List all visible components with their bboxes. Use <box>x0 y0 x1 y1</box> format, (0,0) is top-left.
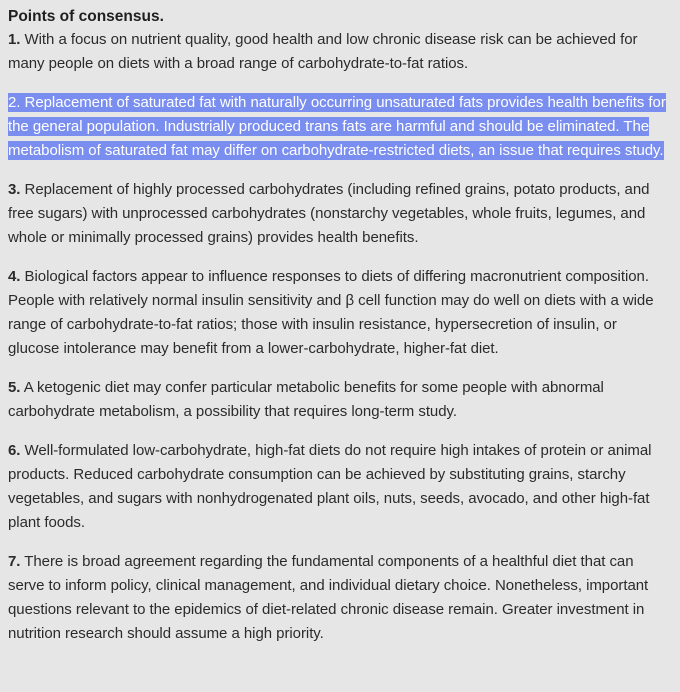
point-text: A ketogenic diet may confer particular metabolic benefits for some people with abnormal carbohydrate metabolism, a possibility that requires long-term study. <box>8 379 604 420</box>
section-heading: Points of consensus. <box>8 8 164 25</box>
point-text: Replacement of highly processed carbohydrates (including refined grains, potato products, and free sugars) with unprocessed carbohydrates (nonstarchy vegetables, whole fruits, legumes, and whole or minimally processed grains) provides health benefits. <box>8 181 650 246</box>
consensus-point-3 <box>8 178 672 250</box>
point-text: Well-formulated low-carbohydrate, high-fat diets do not require high intakes of protein or animal products. Reduced carbohydrate consumption can be achieved by substituting grains, starchy vegetables, and sugars with nonhydrogenated plant oils, nuts, seeds, avocado, and other high-fat plant foods. <box>8 442 652 531</box>
consensus-point-5 <box>8 376 672 424</box>
consensus-point-2[interactable] <box>8 91 672 163</box>
consensus-point-7 <box>8 550 672 646</box>
point-number: 5. <box>8 379 21 396</box>
selected-text-highlight[interactable] <box>8 93 666 160</box>
consensus-point-1 <box>8 28 672 76</box>
point-text: There is broad agreement regarding the fundamental components of a healthful diet that can serve to inform policy, clinical management, and individual dietary choice. Nonetheless, important questions relevant to the epidemics of diet-related chronic disease remain. Greater investment in nutrition research should assume a high priority. <box>8 553 649 642</box>
consensus-point-4 <box>8 265 672 361</box>
point-text: With a focus on nutrient quality, good health and low chronic disease risk can be achieved for many people on diets with a broad range of carbohydrate-to-fat ratios. <box>8 31 638 72</box>
point-number: 3. <box>8 181 21 198</box>
point-text: Biological factors appear to influence responses to diets of differing macronutrient composition. People with relatively normal insulin sensitivity and β cell function may do well on diets with a wide range of carbohydrate-to-fat ratios; those with insulin resistance, hypersecretion of insulin, or glucose intolerance may benefit from a lower-carbohydrate, higher-fat diet. <box>8 268 654 357</box>
point-number: 7. <box>8 553 21 570</box>
point-text: Replacement of saturated fat with naturally occurring unsaturated fats provides health benefits for the general population. Industrially produced trans fats are harmful and should be eliminated. The metabolism of saturated fat may differ on carbohydrate-restricted diets, an issue that requires study. <box>8 94 666 159</box>
point-number: 6. <box>8 442 21 459</box>
point-number: 4. <box>8 268 21 285</box>
point-number: 1. <box>8 31 21 48</box>
consensus-point-6 <box>8 439 672 535</box>
point-number: 2. <box>8 94 21 111</box>
